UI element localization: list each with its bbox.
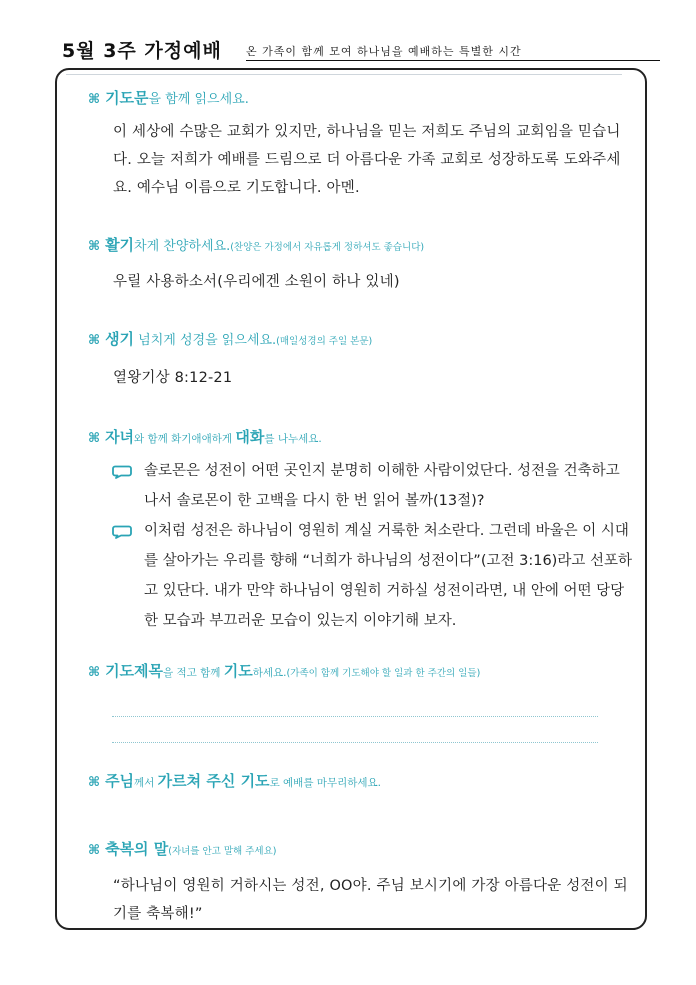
section-prayer-heading bbox=[88, 90, 249, 108]
section-prayer-title: 기도문 bbox=[105, 89, 149, 107]
section-lords-prayer-instruction2: 로 예배를 마무리하세요. bbox=[269, 777, 382, 789]
flower-cross-icon: ⌘ bbox=[88, 333, 101, 348]
writing-line[interactable] bbox=[112, 716, 598, 717]
section-talk-instruction: 와 함께 화기애애하게 bbox=[134, 433, 236, 445]
section-talk-title2: 대화 bbox=[235, 428, 265, 446]
blessing-text: “하나님이 영원히 거하시는 성전, OO야. 주님 보시기에 가장 아름다운 성전이 되기를 축복해!” bbox=[113, 878, 628, 922]
section-scripture-instruction: 넘치게 성경을 읽으세요. bbox=[134, 333, 277, 348]
subtitle-underline bbox=[246, 60, 660, 61]
section-requests-instruction2: 하세요. bbox=[252, 667, 287, 679]
section-talk-title: 자녀 bbox=[105, 428, 135, 446]
section-requests-instruction: 을 적고 함께 bbox=[163, 667, 224, 679]
flower-cross-icon: ⌘ bbox=[88, 92, 101, 107]
praise-song: 우릴 사용하소서(우리에겐 소원이 하나 있네) bbox=[113, 274, 400, 290]
section-lords-prayer-title: 주님 bbox=[105, 772, 135, 790]
section-talk-heading bbox=[88, 429, 322, 447]
section-talk-instruction2: 를 나누세요. bbox=[264, 433, 322, 445]
section-requests-heading bbox=[88, 663, 480, 682]
flower-cross-icon: ⌘ bbox=[88, 239, 101, 254]
section-lords-prayer-instruction: 께서 bbox=[134, 777, 158, 789]
section-scripture-heading bbox=[88, 331, 372, 350]
flower-cross-icon: ⌘ bbox=[88, 665, 101, 680]
section-lords-prayer-heading bbox=[88, 773, 381, 791]
section-praise-heading bbox=[88, 237, 424, 256]
section-praise-instruction: 차게 찬양하세요. bbox=[134, 239, 231, 254]
section-requests-note: (가족이 함께 기도해야 할 일과 한 주간의 일들) bbox=[286, 668, 481, 679]
section-praise-note: (찬양은 가정에서 자유롭게 정하셔도 좋습니다) bbox=[230, 242, 425, 253]
page-header bbox=[62, 36, 602, 62]
writing-line[interactable] bbox=[112, 742, 598, 743]
section-blessing-note: (자녀를 안고 말해 주세요) bbox=[168, 846, 277, 857]
page-title: 5월 3주 가정예배 bbox=[62, 40, 222, 62]
section-prayer-instruction: 을 함께 읽으세요. bbox=[148, 92, 249, 107]
talk-question-2: 이처럼 성전은 하나님이 영원히 계실 거룩한 처소란다. 그런데 바울은 이 시대를 살아가는 우리를 향해 “너희가 하나님의 성전이다”(고전 3:16)라고 선포하고 있단다. 내가 만약 하나님이 영원히 거하실 성전이라면, 내 안에 어떤 당당한 모습과 부끄러운 모습이 있는지 이야기해 보자. bbox=[144, 523, 632, 629]
section-scripture-title: 생기 bbox=[105, 330, 135, 348]
section-scripture-note: (매일성경의 주일 본문) bbox=[276, 336, 373, 347]
section-requests-title2: 기도 bbox=[223, 662, 253, 680]
section-blessing-title: 축복의 말 bbox=[105, 840, 169, 858]
section-requests-title: 기도제목 bbox=[105, 662, 164, 680]
speech-bubble-icon bbox=[112, 525, 132, 539]
scripture-reference: 열왕기상 8:12-21 bbox=[113, 370, 233, 386]
prayer-text: 이 세상에 수많은 교회가 있지만, 하나님을 믿는 저희도 주님의 교회임을 믿습니다. 오늘 저희가 예배를 드림으로 더 아름다운 가족 교회로 성장하도록 도와주세요. 예수님 이름으로 기도합니다. 아멘. bbox=[113, 124, 621, 196]
speech-bubble-icon bbox=[112, 465, 132, 479]
flower-cross-icon: ⌘ bbox=[88, 431, 101, 446]
card-divider bbox=[66, 74, 622, 75]
section-blessing-heading bbox=[88, 841, 277, 860]
section-lords-prayer-title2: 가르쳐 주신 기도 bbox=[157, 772, 270, 790]
section-praise-title: 활기 bbox=[105, 236, 135, 254]
flower-cross-icon: ⌘ bbox=[88, 775, 101, 790]
talk-question-1: 솔로몬은 성전이 어떤 곳인지 분명히 이해한 사람이었단다. 성전을 건축하고 나서 솔로몬이 한 고백을 다시 한 번 읽어 볼까(13절)? bbox=[144, 463, 620, 509]
page-subtitle: 온 가족이 함께 모여 하나님을 예배하는 특별한 시간 bbox=[246, 45, 522, 58]
flower-cross-icon: ⌘ bbox=[88, 843, 101, 858]
